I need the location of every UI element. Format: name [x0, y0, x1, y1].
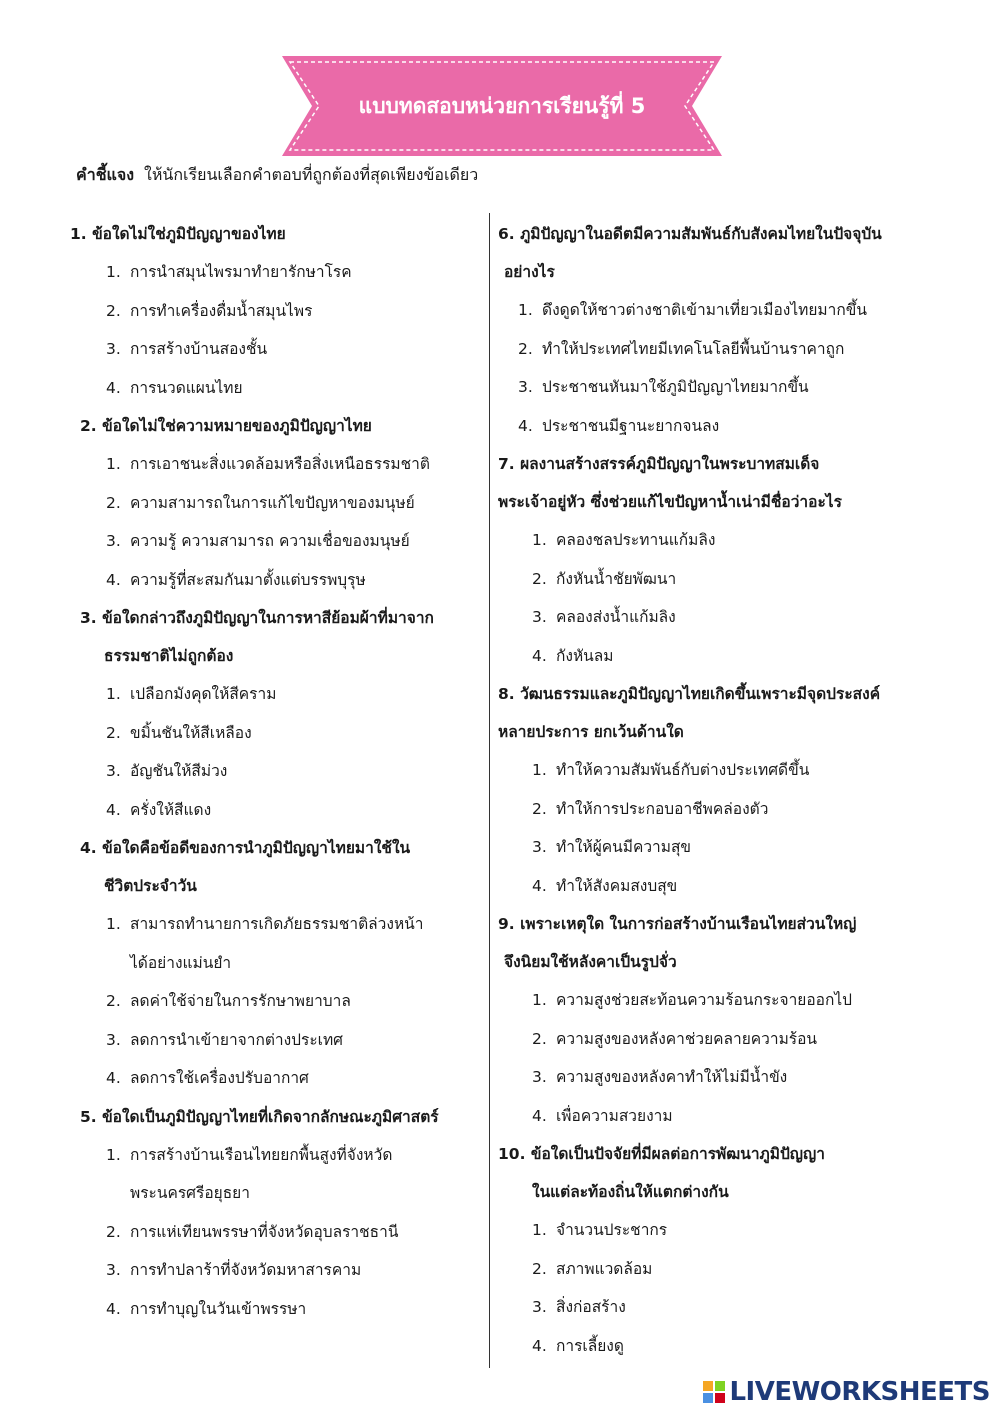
question-text: 3. ข้อใดกล่าวถึงภูมิปัญญาในการหาสีย้อมผ้าที่มาจาก [80, 609, 434, 627]
answer-option[interactable]: 1. การสร้างบ้านเรือนไทยยกพื้นสูงที่จังหวัด [106, 1145, 393, 1164]
page-title: แบบทดสอบหน่วยการเรียนรู้ที่ 5 [358, 93, 646, 118]
answer-option[interactable]: 4. การเลี้ยงดู [532, 1336, 624, 1355]
answer-option-continued: พระนครศรีอยุธยา [130, 1184, 250, 1202]
question-text: 7. ผลงานสร้างสรรค์ภูมิปัญญาในพระบาทสมเด็จ [498, 455, 820, 473]
question-8 [498, 675, 938, 905]
answer-option[interactable]: 3. การสร้างบ้านสองชั้น [106, 340, 268, 358]
question-text-continued: จึงนิยมใช้หลังคาเป็นรูปจั่ว [504, 953, 677, 971]
instructions [76, 163, 478, 188]
answer-option[interactable]: 2. ลดค่าใช้จ่ายในการรักษาพยาบาล [106, 992, 351, 1010]
answer-option[interactable]: 3. ทำให้ผู้คนมีความสุข [532, 838, 692, 856]
question-text: 1. ข้อใดไม่ใช่ภูมิปัญญาของไทย [70, 225, 286, 243]
answer-option[interactable]: 4. ทำให้สังคมสงบสุข [532, 876, 678, 895]
answer-option[interactable]: 2. สภาพแวดล้อม [532, 1259, 653, 1278]
question-text-continued: ชีวิตประจำวัน [104, 877, 197, 895]
question-9 [498, 905, 938, 1135]
answer-option[interactable]: 3. สิ่งก่อสร้าง [532, 1298, 626, 1316]
column-divider [489, 213, 490, 1368]
right-column [498, 215, 938, 1365]
answer-option[interactable]: 2. การทำเครื่องดื่มน้ำสมุนไพร [106, 301, 313, 320]
question-text: 8. วัฒนธรรมและภูมิปัญญาไทยเกิดขึ้นเพราะมีจุดประสงค์ [498, 685, 881, 703]
question-2 [70, 407, 482, 599]
answer-option[interactable]: 2. การแห่เทียนพรรษาที่จังหวัดอุบลราชธานี [106, 1222, 399, 1241]
question-text-continued: อย่างไร [504, 263, 555, 281]
answer-option[interactable]: 4. เพื่อความสวยงาม [532, 1106, 673, 1125]
answer-option[interactable]: 3. การทำปลาร้าที่จังหวัดมหาสารคาม [106, 1261, 362, 1279]
answer-option[interactable]: 1. ความสูงช่วยสะท้อนความร้อนกระจายออกไป [532, 991, 852, 1009]
answer-option[interactable]: 4. ลดการใช้เครื่องปรับอากาศ [106, 1069, 309, 1087]
answer-option[interactable]: 1. การเอาชนะสิ่งแวดล้อมหรือสิ่งเหนือธรรมชาติ [106, 455, 430, 473]
answer-option[interactable]: 4. ประชาชนมีฐานะยากจนลง [518, 416, 720, 435]
answer-option[interactable]: 2. ทำให้การประกอบอาชีพคล่องตัว [532, 799, 769, 818]
answer-option[interactable]: 2. ทำให้ประเทศไทยมีเทคโนโลยีพื้นบ้านราคาถูก [518, 339, 845, 358]
answer-option[interactable]: 1. คลองชลประทานแก้มลิง [532, 531, 716, 549]
question-text: 10. ข้อใดเป็นปัจจัยที่มีผลต่อการพัฒนาภูมิปัญญา [498, 1145, 825, 1163]
title-banner [282, 56, 722, 156]
instructions-text: ให้นักเรียนเลือกคำตอบที่ถูกต้องที่สุดเพียงข้อเดียว [144, 165, 479, 184]
answer-option[interactable]: 1. การนำสมุนไพรมาทำยารักษาโรค [106, 263, 352, 281]
question-text: 2. ข้อใดไม่ใช่ความหมายของภูมิปัญญาไทย [80, 417, 372, 435]
question-4 [70, 829, 482, 1098]
answer-option[interactable]: 3. ความรู้ ความสามารถ ความเชื่อของมนุษย์ [106, 532, 410, 550]
answer-option[interactable]: 3. ลดการนำเข้ายาจากต่างประเทศ [106, 1030, 344, 1049]
answer-option[interactable]: 3. คลองส่งน้ำแก้มลิง [532, 608, 676, 626]
question-6 [498, 215, 938, 445]
answer-option[interactable]: 3. ความสูงของหลังคาทำให้ไม่มีน้ำขัง [532, 1068, 788, 1086]
answer-option[interactable]: 3. ประชาชนหันมาใช้ภูมิปัญญาไทยมากขึ้น [518, 378, 809, 396]
answer-option[interactable]: 1. สามารถทำนายการเกิดภัยธรรมชาติล่วงหน้า [106, 915, 424, 933]
question-7 [498, 445, 938, 675]
answer-option[interactable]: 4. ความรู้ที่สะสมกันมาตั้งแต่บรรพบุรุษ [106, 570, 366, 589]
question-1 [70, 215, 482, 407]
question-text: 9. เพราะเหตุใด ในการก่อสร้างบ้านเรือนไทยส่วนใหญ่ [498, 915, 857, 933]
question-text: 6. ภูมิปัญญาในอดีตมีความสัมพันธ์กับสังคมไทยในปัจจุบัน [498, 225, 882, 243]
answer-option-continued: ได้อย่างแม่นยำ [130, 953, 232, 972]
answer-option[interactable]: 2. ขมิ้นชันให้สีเหลือง [106, 723, 252, 742]
answer-option[interactable]: 2. ความสูงของหลังคาช่วยคลายความร้อน [532, 1029, 818, 1048]
answer-option[interactable]: 2. กังหันน้ำชัยพัฒนา [532, 569, 677, 588]
answer-option[interactable]: 4. การนวดแผนไทย [106, 378, 243, 397]
liveworksheets-logo-icon [703, 1381, 725, 1403]
question-text-continued: พระเจ้าอยู่หัว ซึ่งช่วยแก้ไขปัญหาน้ำเน่ามีชื่อว่าอะไร [498, 493, 842, 511]
answer-option[interactable]: 1. ดึงดูดให้ชาวต่างชาติเข้ามาเที่ยวเมืองไทยมากขึ้น [518, 301, 867, 319]
answer-option[interactable]: 1. เปลือกมังคุดให้สีคราม [106, 685, 277, 703]
liveworksheets-logo[interactable] [703, 1377, 990, 1407]
question-3 [70, 599, 482, 829]
question-10 [498, 1135, 938, 1365]
answer-option[interactable]: 4. การทำบุญในวันเข้าพรรษา [106, 1299, 307, 1318]
question-text-continued: ในแต่ละท้องถิ่นให้แตกต่างกัน [532, 1183, 729, 1201]
question-text: 5. ข้อใดเป็นภูมิปัญญาไทยที่เกิดจากลักษณะภูมิศาสตร์ [80, 1107, 439, 1126]
left-column [70, 215, 482, 1328]
answer-option[interactable]: 1. ทำให้ความสัมพันธ์กับต่างประเทศดีขึ้น [532, 761, 810, 779]
answer-option[interactable]: 2. ความสามารถในการแก้ไขปัญหาของมนุษย์ [106, 493, 415, 512]
liveworksheets-brand: LIVEWORKSHEETS [729, 1377, 990, 1407]
instructions-label: คำชี้แจง [76, 165, 135, 184]
question-text: 4. ข้อใดคือข้อดีของการนำภูมิปัญญาไทยมาใช้ใน [80, 839, 411, 857]
answer-option[interactable]: 3. อัญชันให้สีม่วง [106, 762, 228, 780]
question-text-continued: ธรรมชาติไม่ถูกต้อง [104, 647, 234, 665]
question-5 [70, 1098, 482, 1329]
answer-option[interactable]: 1. จำนวนประชากร [532, 1221, 668, 1239]
question-text-continued: หลายประการ ยกเว้นด้านใด [498, 723, 684, 741]
answer-option[interactable]: 4. กังหันลม [532, 646, 614, 665]
answer-option[interactable]: 4. ครั่งให้สีแดง [106, 800, 212, 819]
